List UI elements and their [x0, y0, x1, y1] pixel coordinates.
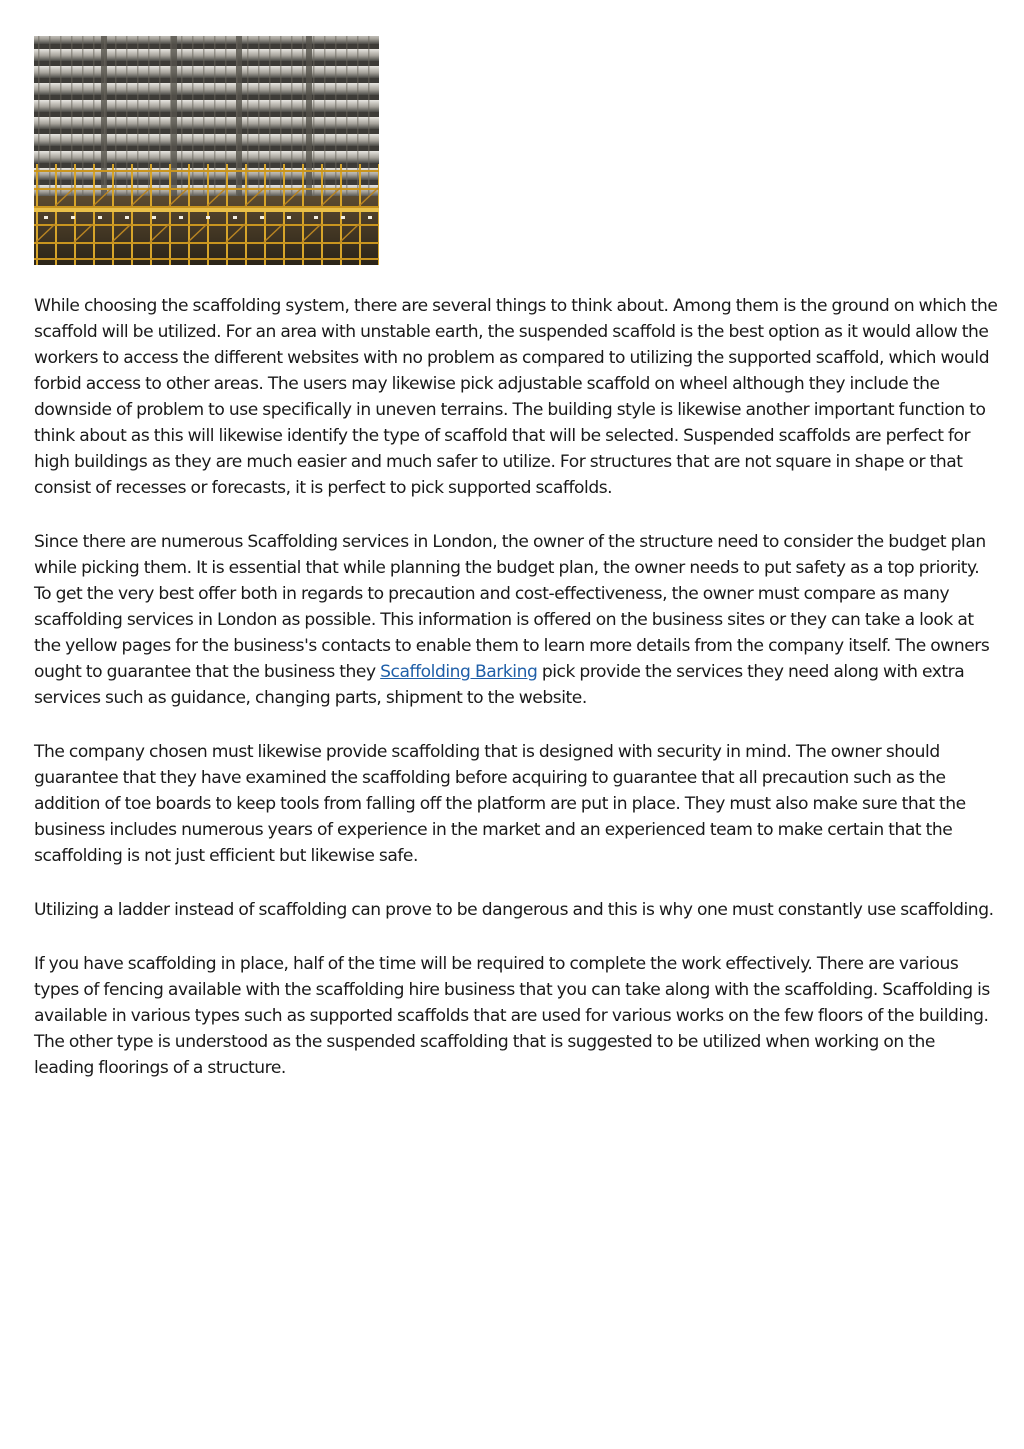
paragraph-security: The company chosen must likewise provide scaffolding that is designed with security in mind. The owner should guarantee that they have examined the scaffolding before acquiring to guarantee that all precaution such as the addition of toe boards to keep tools from falling off the platform are put in place. They must also make sure that the business includes numerous years of experience in the market and an experienced team to make certain that the scaffolding is not just efficient but likewise safe. — [34, 742, 966, 866]
paragraph-fencing-types: If you have scaffolding in place, half of the time will be required to complete the work effectively. There are various types of fencing available with the scaffolding hire business that you can take along with the scaffolding. Scaffolding is available in various types such as supported scaffolds that are used for various works on the few floors of the building. The other type is understood as the suspended scaffolding that is suggested to be utilized when working on the leading floorings of a structure. — [34, 954, 990, 1078]
paragraph-ladder: Utilizing a ladder instead of scaffolding can prove to be dangerous and this is why one must constantly use scaffolding. — [34, 900, 994, 920]
paragraph-text: pick provide the services they need along with extra services such as guidance, changing parts, shipment to the website. — [34, 662, 965, 708]
article-body — [34, 293, 999, 1109]
paragraph-ground-selection: While choosing the scaffolding system, there are several things to think about. Among them is the ground on which the scaffold will be utilized. For an area with unstable earth, the suspended scaffold is the best option as it would allow the workers to access the different websites with no problem as compared to utilizing the supported scaffold, which would forbid access to other areas. The users may likewise pick adjustable scaffold on wheel although they include the downside of problem to use specifically in uneven terrains. The building style is likewise another important function to think about as this will likewise identify the type of scaffold that will be selected. Suspended scaffolds are perfect for high buildings as they are much easier and much safer to utilize. For structures that are not square in shape or that consist of recesses or forecasts, it is perfect to pick supported scaffolds. — [34, 296, 998, 498]
paragraph-budget-services — [34, 529, 999, 711]
paragraph-text: Since there are numerous Scaffolding services in London, the owner of the structure need to consider the budget plan while picking them. It is essential that while planning the budget plan, the owner needs to put safety as a top priority. To get the very best offer both in regards to precaution and cost-effectiveness, the owner must compare as many scaffolding services in London as possible. This information is offered on the business sites or they can take a look at the yellow pages for the business's contacts to enable them to learn more details from the company itself. The owners ought to guarantee that the business they — [34, 532, 990, 682]
scaffolding-building-photo — [34, 36, 379, 265]
scaffolding-barking-link[interactable]: Scaffolding Barking — [380, 662, 538, 682]
